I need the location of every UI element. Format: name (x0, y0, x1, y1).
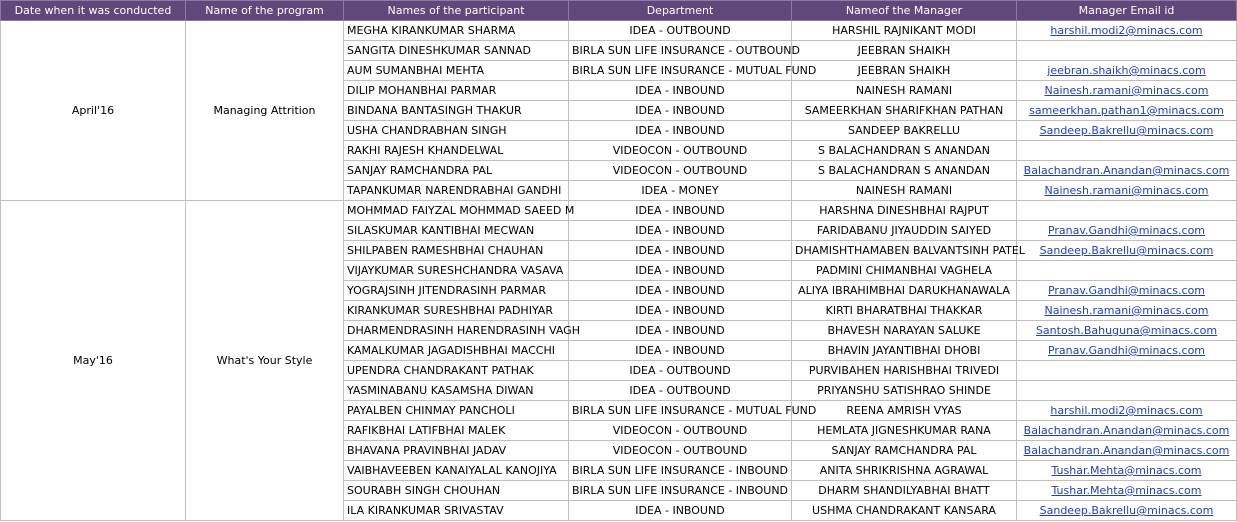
department-cell[interactable]: IDEA - OUTBOUND (569, 21, 792, 41)
participant-cell[interactable]: AUM SUMANBHAI MEHTA (344, 61, 569, 81)
manager-cell[interactable]: SAMEERKHAN SHARIFKHAN PATHAN (792, 101, 1017, 121)
header-department[interactable]: Department (569, 1, 792, 21)
participant-cell[interactable]: VAIBHAVEEBEN KANAIYALAL KANOJIYA (344, 461, 569, 481)
participant-cell[interactable]: MOHMMAD FAIYZAL MOHMMAD SAEED M (344, 201, 569, 221)
department-cell[interactable]: BIRLA SUN LIFE INSURANCE - INBOUND (569, 481, 792, 501)
manager-email-cell[interactable] (1017, 261, 1237, 281)
date-cell[interactable]: April'16 (1, 21, 186, 201)
manager-email-link[interactable]: Nainesh.ramani@minacs.com (1017, 301, 1237, 321)
manager-cell[interactable]: BHAVESH NARAYAN SALUKE (792, 321, 1017, 341)
manager-cell[interactable]: NAINESH RAMANI (792, 81, 1017, 101)
manager-cell[interactable]: BHAVIN JAYANTIBHAI DHOBI (792, 341, 1017, 361)
manager-email-link[interactable]: Pranav.Gandhi@minacs.com (1017, 221, 1237, 241)
table-row (1, 201, 1237, 221)
department-cell[interactable]: IDEA - INBOUND (569, 501, 792, 521)
manager-cell[interactable]: ANITA SHRIKRISHNA AGRAWAL (792, 461, 1017, 481)
participant-cell[interactable]: SILASKUMAR KANTIBHAI MECWAN (344, 221, 569, 241)
department-cell[interactable]: VIDEOCON - OUTBOUND (569, 141, 792, 161)
manager-cell[interactable]: REENA AMRISH VYAS (792, 401, 1017, 421)
manager-cell[interactable]: PRIYANSHU SATISHRAO SHINDE (792, 381, 1017, 401)
manager-email-link[interactable]: Sandeep.Bakrellu@minacs.com (1017, 121, 1237, 141)
manager-cell[interactable]: DHARM SHANDILYABHAI BHATT (792, 481, 1017, 501)
manager-cell[interactable]: DHAMISHTHAMABEN BALVANTSINH PATEL (792, 241, 1017, 261)
manager-email-link[interactable]: Balachandran.Anandan@minacs.com (1017, 441, 1237, 461)
department-cell[interactable]: IDEA - INBOUND (569, 81, 792, 101)
table-row (1, 21, 1237, 41)
manager-cell[interactable]: JEEBRAN SHAIKH (792, 61, 1017, 81)
manager-cell[interactable]: S BALACHANDRAN S ANANDAN (792, 141, 1017, 161)
manager-cell[interactable]: ALIYA IBRAHIMBHAI DARUKHANAWALA (792, 281, 1017, 301)
manager-cell[interactable]: HARSHNA DINESHBHAI RAJPUT (792, 201, 1017, 221)
manager-cell[interactable]: PADMINI CHIMANBHAI VAGHELA (792, 261, 1017, 281)
manager-cell[interactable]: KIRTI BHARATBHAI THAKKAR (792, 301, 1017, 321)
participant-cell[interactable]: PAYALBEN CHINMAY PANCHOLI (344, 401, 569, 421)
participant-cell[interactable]: MEGHA KIRANKUMAR SHARMA (344, 21, 569, 41)
department-cell[interactable]: VIDEOCON - OUTBOUND (569, 421, 792, 441)
participant-cell[interactable]: UPENDRA CHANDRAKANT PATHAK (344, 361, 569, 381)
manager-email-cell[interactable] (1017, 41, 1237, 61)
manager-email-link[interactable]: sameerkhan.pathan1@minacs.com (1017, 101, 1237, 121)
date-cell[interactable]: May'16 (1, 201, 186, 521)
manager-cell[interactable]: NAINESH RAMANI (792, 181, 1017, 201)
participant-cell[interactable]: USHA CHANDRABHAN SINGH (344, 121, 569, 141)
participant-cell[interactable]: SOURABH SINGH CHOUHAN (344, 481, 569, 501)
participant-cell[interactable]: DHARMENDRASINH HARENDRASINH VAGH (344, 321, 569, 341)
manager-email-cell[interactable] (1017, 381, 1237, 401)
participant-cell[interactable]: ILA KIRANKUMAR SRIVASTAV (344, 501, 569, 521)
manager-email-link[interactable]: Pranav.Gandhi@minacs.com (1017, 341, 1237, 361)
department-cell[interactable]: IDEA - INBOUND (569, 241, 792, 261)
department-cell[interactable]: IDEA - INBOUND (569, 121, 792, 141)
participant-cell[interactable]: VIJAYKUMAR SURESHCHANDRA VASAVA (344, 261, 569, 281)
manager-email-link[interactable]: Balachandran.Anandan@minacs.com (1017, 161, 1237, 181)
manager-cell[interactable]: S BALACHANDRAN S ANANDAN (792, 161, 1017, 181)
participant-cell[interactable]: BHAVANA PRAVINBHAI JADAV (344, 441, 569, 461)
department-cell[interactable]: VIDEOCON - OUTBOUND (569, 441, 792, 461)
participant-cell[interactable]: KAMALKUMAR JAGADISHBHAI MACCHI (344, 341, 569, 361)
department-cell[interactable]: IDEA - INBOUND (569, 341, 792, 361)
department-cell[interactable]: IDEA - OUTBOUND (569, 361, 792, 381)
manager-cell[interactable]: HEMLATA JIGNESHKUMAR RANA (792, 421, 1017, 441)
department-cell[interactable]: BIRLA SUN LIFE INSURANCE - MUTUAL FUND (569, 61, 792, 81)
sheet-body (1, 21, 1237, 521)
department-cell[interactable]: IDEA - MONEY (569, 181, 792, 201)
manager-cell[interactable]: USHMA CHANDRAKANT KANSARA (792, 501, 1017, 521)
department-cell[interactable]: BIRLA SUN LIFE INSURANCE - MUTUAL FUND (569, 401, 792, 421)
department-cell[interactable]: IDEA - INBOUND (569, 321, 792, 341)
participant-cell[interactable]: YOGRAJSINH JITENDRASINH PARMAR (344, 281, 569, 301)
participant-cell[interactable]: YASMINABANU KASAMSHA DIWAN (344, 381, 569, 401)
header-date[interactable]: Date when it was conducted (1, 1, 186, 21)
manager-cell[interactable]: SANDEEP BAKRELLU (792, 121, 1017, 141)
program-cell[interactable]: What's Your Style (186, 201, 344, 521)
manager-email-link[interactable]: Nainesh.ramani@minacs.com (1017, 81, 1237, 101)
manager-email-cell[interactable] (1017, 201, 1237, 221)
department-cell[interactable]: IDEA - INBOUND (569, 281, 792, 301)
participant-cell[interactable]: KIRANKUMAR SURESHBHAI PADHIYAR (344, 301, 569, 321)
manager-email-link[interactable]: Sandeep.Bakrellu@minacs.com (1017, 501, 1237, 521)
manager-email-cell[interactable] (1017, 361, 1237, 381)
header-manager[interactable]: Nameof the Manager (792, 1, 1017, 21)
participant-cell[interactable]: BINDANA BANTASINGH THAKUR (344, 101, 569, 121)
participant-cell[interactable]: RAKHI RAJESH KHANDELWAL (344, 141, 569, 161)
manager-cell[interactable]: PURVIBAHEN HARISHBHAI TRIVEDI (792, 361, 1017, 381)
manager-email-link[interactable]: harshil.modi2@minacs.com (1017, 21, 1237, 41)
manager-email-link[interactable]: Pranav.Gandhi@minacs.com (1017, 281, 1237, 301)
manager-email-link[interactable]: jeebran.shaikh@minacs.com (1017, 61, 1237, 81)
manager-cell[interactable]: SANJAY RAMCHANDRA PAL (792, 441, 1017, 461)
manager-cell[interactable]: JEEBRAN SHAIKH (792, 41, 1017, 61)
manager-email-link[interactable]: Nainesh.ramani@minacs.com (1017, 181, 1237, 201)
manager-email-link[interactable]: Sandeep.Bakrellu@minacs.com (1017, 241, 1237, 261)
manager-email-link[interactable]: Tushar.Mehta@minacs.com (1017, 481, 1237, 501)
program-cell[interactable]: Managing Attrition (186, 21, 344, 201)
department-cell[interactable]: IDEA - INBOUND (569, 301, 792, 321)
manager-email-link[interactable]: Santosh.Bahuguna@minacs.com (1017, 321, 1237, 341)
manager-email-link[interactable]: Balachandran.Anandan@minacs.com (1017, 421, 1237, 441)
department-cell[interactable]: BIRLA SUN LIFE INSURANCE - INBOUND (569, 461, 792, 481)
manager-email-link[interactable]: harshil.modi2@minacs.com (1017, 401, 1237, 421)
department-cell[interactable]: VIDEOCON - OUTBOUND (569, 161, 792, 181)
participant-cell[interactable]: SANGITA DINESHKUMAR SANNAD (344, 41, 569, 61)
participant-cell[interactable]: RAFIKBHAI LATIFBHAI MALEK (344, 421, 569, 441)
participant-cell[interactable]: SANJAY RAMCHANDRA PAL (344, 161, 569, 181)
header-program[interactable]: Name of the program (186, 1, 344, 21)
manager-email-cell[interactable] (1017, 141, 1237, 161)
department-cell[interactable]: IDEA - INBOUND (569, 201, 792, 221)
manager-cell[interactable]: FARIDABANU JIYAUDDIN SAIYED (792, 221, 1017, 241)
manager-cell[interactable]: HARSHIL RAJNIKANT MODI (792, 21, 1017, 41)
header-manager-email[interactable]: Manager Email id (1017, 1, 1237, 21)
department-cell[interactable]: IDEA - INBOUND (569, 221, 792, 241)
department-cell[interactable]: BIRLA SUN LIFE INSURANCE - OUTBOUND (569, 41, 792, 61)
participant-cell[interactable]: TAPANKUMAR NARENDRABHAI GANDHI (344, 181, 569, 201)
participant-cell[interactable]: SHILPABEN RAMESHBHAI CHAUHAN (344, 241, 569, 261)
department-cell[interactable]: IDEA - INBOUND (569, 261, 792, 281)
department-cell[interactable]: IDEA - INBOUND (569, 101, 792, 121)
participant-cell[interactable]: DILIP MOHANBHAI PARMAR (344, 81, 569, 101)
header-participant[interactable]: Names of the participant (344, 1, 569, 21)
header-row (1, 1, 1237, 21)
department-cell[interactable]: IDEA - OUTBOUND (569, 381, 792, 401)
manager-email-link[interactable]: Tushar.Mehta@minacs.com (1017, 461, 1237, 481)
